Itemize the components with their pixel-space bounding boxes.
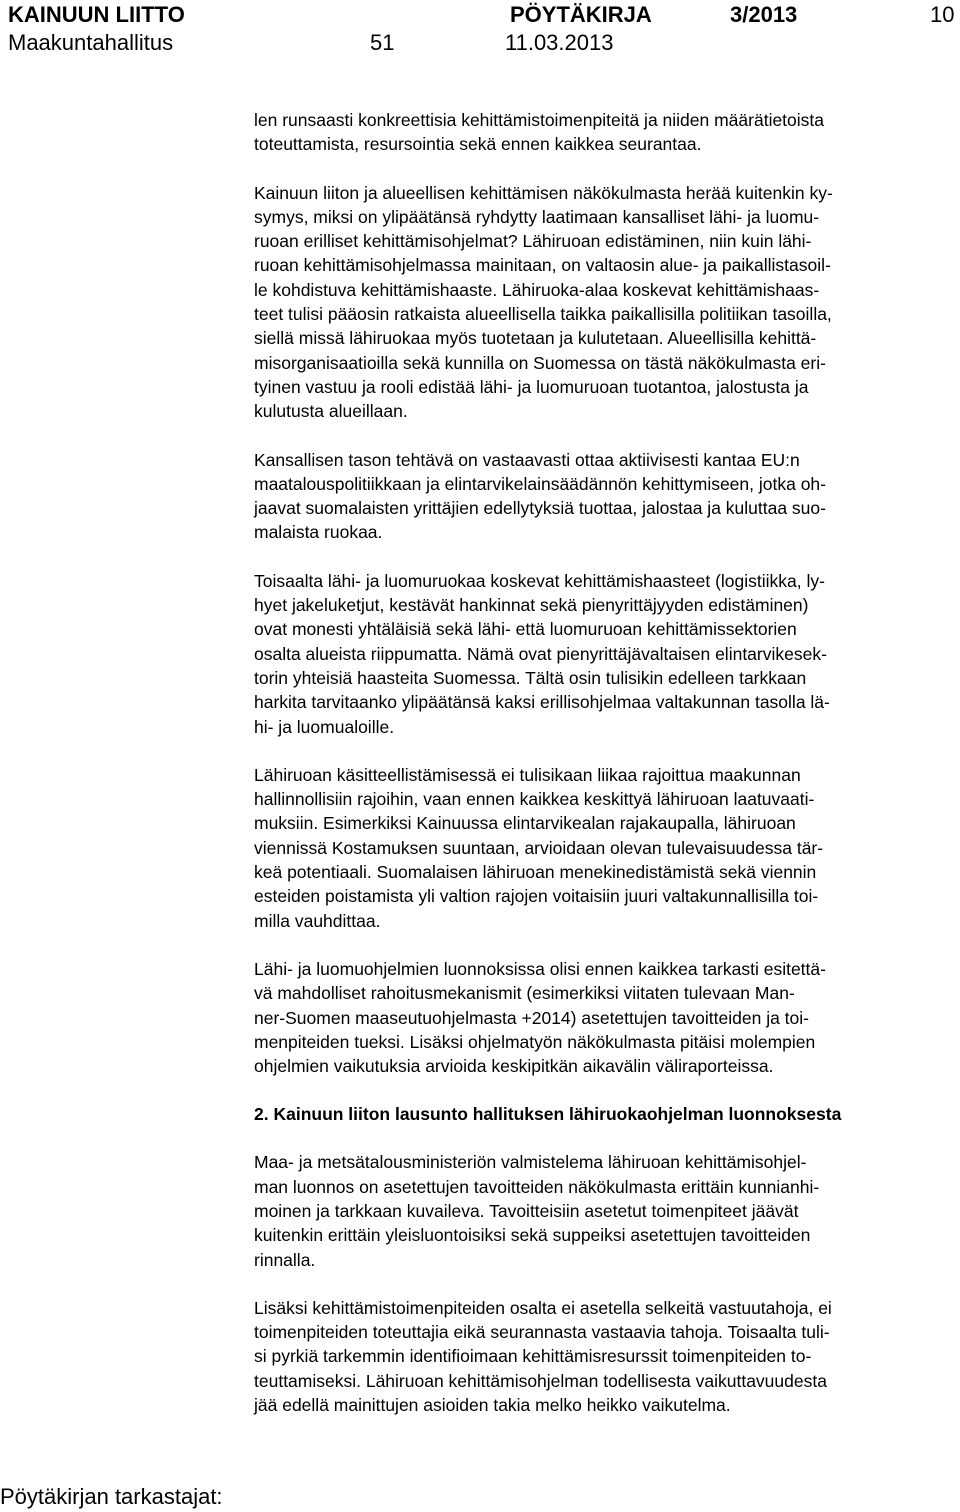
paragraph: Lisäksi kehittämistoimenpiteiden osalta ei asetella selkeitä vastuutahoja, ei toimenpiteiden toteuttajia eikä seurannasta vastaavia tahoja. Toisaalta tuli- si pyrkiä tarkemmin identifioimaan kehittämisresurssit toimenpiteiden to- teuttamiseksi. Lähiruoan kehittämisohjelman todellisesta vaikuttavuudesta jää edellä mainittujen asioiden takia melko heikko vaikutelma. — [254, 1297, 832, 1416]
document-type: PÖYTÄKIRJA — [510, 2, 652, 27]
meeting-date: 11.03.2013 — [505, 30, 614, 55]
document-body — [254, 108, 958, 1417]
paragraph: Toisaalta lähi- ja luomuruokaa koskevat kehittämishaasteet (logistiikka, ly- hyet jakeluketjut, kestävät hankinnat sekä pienyrittäjyyden edistäminen) ovat monesti yhtäläisiä sekä lähi- että luomuruoan kehittämissektorien osalta alueista riippumatta. Nämä ovat pienyrittäjävaltaisen elintarvikesek- torin yhteisiä haasteita Suomessa. Tältä osin tulisikin edelleen tarkkaan harkita tarvitaanko ylipäätänsä kaksi erillisohjelmaa valtakunnan tasolla lä- hi- ja luomualoille. — [254, 570, 830, 737]
document-number: 3/2013 — [730, 2, 798, 27]
paragraph: Kansallisen tason tehtävä on vastaavasti ottaa aktiivisesti kantaa EU:n maatalouspolitiikkaan ja elintarvikelainsäädännön kehittymiseen, jotka oh- jaavat suomalaisten yrittäjien edellytyksiä tuottaa, jalostaa ja kuluttaa suo- malaista ruokaa. — [254, 449, 826, 543]
section-heading: 2. Kainuun liiton lausunto hallituksen lähiruokaohjelman luonnoksesta — [254, 1104, 842, 1125]
paragraph: Maa- ja metsätalousministeriön valmistelema lähiruoan kehittämisohjel- man luonnos on asetettujen tavoitteiden näkökulmasta erittäin kunnianhi- moinen ja tarkkaan kuvaileva. Tavoitteisiin asetetut toimenpiteet jäävät kuitenkin erittäin yleisluontoisiksi sekä suppeiksi asetettujen tavoitteiden rinnalla. — [254, 1152, 820, 1270]
page-number: 10 — [930, 2, 955, 27]
section-number: 51 — [370, 30, 395, 55]
paragraph: Lähiruoan käsitteellistämisessä ei tulisikaan liikaa rajoittua maakunnan hallinnollisiin rajoihin, vaan ennen kaikkea keskittyä lähiruoan laatuvaati- muksiin. Esimerkiksi Kainuussa elintarvikealan rajakaupalla, lähiruoan viennissä Kostamuksen suuntaan, arvioidaan olevan tulevaisuudessa tär- keä potentiaali. Suomalaisen lähiruoan menekinedistämistä sekä viennin esteiden poistamista yli valtion rajojen voitaisiin juuri valtakunnallisilla toi- milla vauhdittaa. — [254, 764, 824, 931]
governing-body: Maakuntahallitus — [8, 30, 174, 55]
footer-reviewers-label: Pöytäkirjan tarkastajat: — [0, 1484, 223, 1509]
organization-name: KAINUUN LIITTO — [8, 2, 185, 27]
paragraph: Lähi- ja luomuohjelmien luonnoksissa olisi ennen kaikkea tarkasti esitettä- vä mahdolliset rahoitusmekanismit (esimerkiksi viitaten tulevaan Man- ner-Suomen maaseutuohjelmasta +2014) asetettujen tavoitteiden ja toi- menpiteiden tueksi. Lisäksi ohjelmatyön näkökulmasta pitäisi molempien ohjelmien vaikutuksia arvioida keskipitkän aikavälin väliraporteissa. — [254, 958, 826, 1077]
paragraph: len runsaasti konkreettisia kehittämistoimenpiteitä ja niiden määrätietoista toteuttamista, resursointia sekä ennen kaikkea seurantaa. — [254, 110, 825, 155]
paragraph: Kainuun liiton ja alueellisen kehittämisen näkökulmasta herää kuitenkin ky- symys, miksi on ylipäätänsä ryhdytty laatimaan kansalliset lähi- ja luomu- ruoan erilliset kehittämisohjelmat? Lähiruoan edistäminen, niin kuin lähi- ruoan kehittämisohjelmassa mainitaan, on valtaosin alue- ja paikallistasoil- le kohdistuva kehittämishaaste. Lähiruoka-alaa koskevat kehittämishaas- teet tulisi pääosin ratkaista alueellisella taikka paikallisilla politiikan tasoilla, siellä missä lähiruokaa myös tuotetaan ja kulutetaan. Alueellisilla kehittä- misorganisaatioilla sekä kunnilla on Suomessa on tästä näkökulmasta eri- tyinen vastuu ja rooli edistää lähi- ja luomuruoan tuotantoa, jalostusta ja kulutusta alueillaan. — [254, 182, 833, 422]
